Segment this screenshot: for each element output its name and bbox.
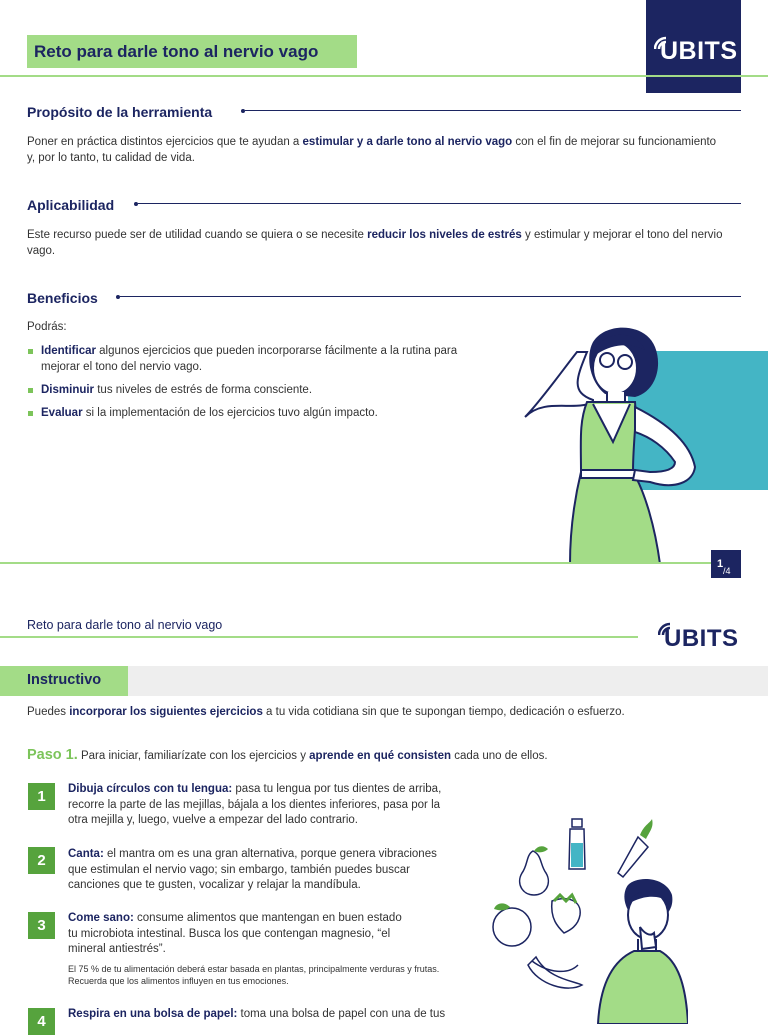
woman-illustration — [515, 322, 715, 564]
page-number-badge: 1 /4 — [711, 550, 741, 578]
step-number: 3 — [28, 912, 55, 939]
section-line — [138, 203, 741, 204]
section-heading-aplicabilidad: Aplicabilidad — [27, 197, 115, 213]
aplicabilidad-text: Este recurso puede ser de utilidad cuando se quiera o se necesite reducir los niveles de estrés y estimular y mejorar el tono del nervio vago. — [27, 229, 723, 257]
benefit-item: Evaluar si la implementación de los ejercicios tuvo algún impacto. — [41, 407, 378, 419]
paso-1: Paso 1. Para iniciar, familiarízate con los ejercicios y aprende en qué consisten cada uno de ellos. — [27, 747, 548, 763]
instructivo-label-box — [0, 666, 128, 696]
proposito-text: Poner en práctica distintos ejercicios que te ayudan a estimular y a darle tono al nervio vago con el fin de mejorar su funcionamiento y, por lo tanto, tu calidad de vida. — [27, 136, 717, 164]
step-note: El 75 % de tu alimentación deberá estar basada en plantas, principalmente verduras y frutas. Recuerda que los alimentos influyen en tus emociones. — [68, 964, 440, 986]
instructivo-label: Instructivo — [27, 672, 102, 688]
page2-intro: Puedes incorporar los siguientes ejercicios a tu vida cotidiana sin que te supongan tiempo, dedicación o esfuerzo. — [27, 706, 625, 718]
step-number: 1 — [28, 783, 55, 810]
banana-icon — [528, 957, 582, 988]
pear-icon — [520, 846, 549, 895]
footer-rule — [0, 562, 711, 564]
man-figure — [598, 879, 688, 1024]
benefit-item: Disminuir tus niveles de estrés de forma consciente. — [41, 384, 313, 396]
benefit-item: Identificar algunos ejercicios que pueden incorporarse fácilmente a la rutina para mejorar el tono del nervio vago. — [41, 345, 458, 373]
ubits-logo-page2: UBITS — [664, 625, 739, 652]
apple-icon — [493, 903, 531, 946]
beneficios-intro: Podrás: — [27, 321, 67, 333]
step-text: Dibuja círculos con tu lengua: pasa tu lengua por tus dientes de arriba, recorre la parte de las mejillas, bájala a los dientes inferiores, pasa por la otra mejilla y, luego, vuelve a empezar del lado contrario. — [68, 783, 442, 826]
document-title-box — [27, 35, 357, 68]
step-number: 2 — [28, 847, 55, 874]
step-text: Respira en una bolsa de papel: toma una bolsa de papel con una de tus — [68, 1008, 446, 1020]
ubits-logo: UBITS — [646, 0, 741, 93]
page2-header-rule — [0, 636, 638, 638]
carrot-icon — [618, 819, 653, 877]
step-text: Canta: el mantra om es una gran alternativa, porque genera vibraciones que estimulan el nervio vago; sin embargo, también puedes buscar canciones que te gusten, vocalizar y relajar la mandíbula. — [68, 848, 437, 891]
header-rule — [0, 75, 768, 77]
food-man-illustration — [488, 815, 688, 1024]
bullet-icon — [28, 388, 33, 393]
bullet-icon — [28, 411, 33, 416]
page2-header-title: Reto para darle tono al nervio vago — [27, 618, 223, 632]
section-line — [120, 296, 741, 297]
section-heading-proposito: Propósito de la herramienta — [27, 104, 213, 120]
bullet-icon — [28, 349, 33, 354]
water-bottle-icon — [569, 819, 585, 869]
document-title: Reto para darle tono al nervio vago — [34, 42, 319, 61]
step-text: Come sano: consume alimentos que mantengan en buen estado tu microbiota intestinal. Busca los que contengan magnesio, “el mineral antiestrés”. — [68, 912, 402, 955]
section-heading-beneficios: Beneficios — [27, 290, 98, 306]
section-line — [245, 110, 741, 111]
step-number: 4 — [28, 1008, 55, 1035]
strawberry-icon — [552, 895, 581, 933]
